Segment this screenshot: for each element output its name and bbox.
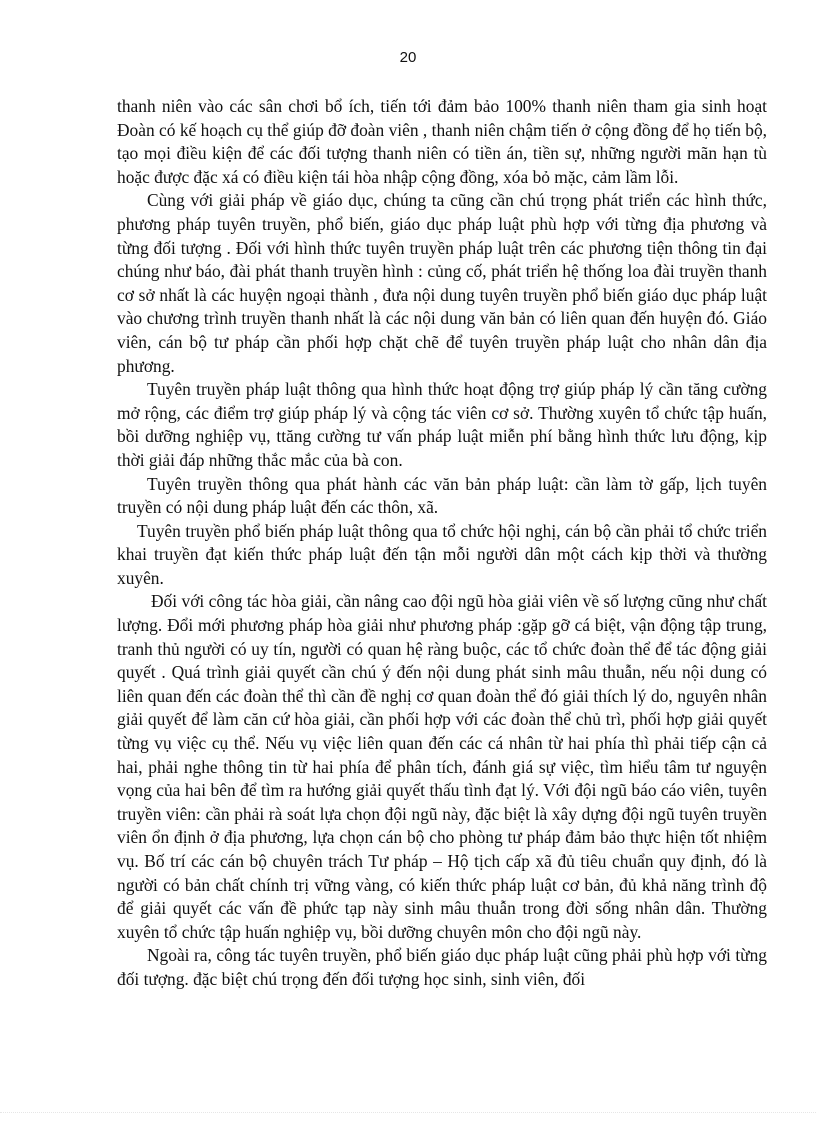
page-number: 20 [399, 49, 417, 66]
body-text [117, 95, 767, 992]
paragraph-3: Tuyên truyền pháp luật thông qua hình thức hoạt động trợ giúp pháp lý cần tăng cường mở rộng, các điểm trợ giúp pháp lý và cộng tác viên cơ sở. Thường xuyên tổ chức tập huấn, bồi dưỡng nghiệp vụ, ttăng cường tư vấn pháp luật miễn phí bằng hình thức lưu động, kịp thời giải đáp những thắc mắc của bà con. [117, 379, 767, 470]
paragraph-6: Đối với công tác hòa giải, cần nâng cao đội ngũ hòa giải viên về số lượng cũng như chất lượng. Đổi mới phương pháp hòa giải như phương pháp :gặp gỡ cá biệt, vận động tập trung, tranh thủ người có uy tín, người có quan hệ ràng buộc, các tổ chức đoàn thể để tác động giải quyết . Quá trình giải quyết cần chú ý đến nội dung phát sinh mâu thuẫn, nếu nội dung có liên quan đến các đoàn thể thì cần đề nghị cơ quan đoàn thể đó giải thích lý do, nguyên nhân giải quyết để làm căn cứ hòa giải, cần phối hợp với các đoàn thể chủ trì, phối hợp giải quyết từng vụ việc cụ thể. Nếu vụ việc liên quan đến các cá nhân từ hai phía thì phải tiếp cận cả hai, phải nghe thông tin từ hai phía để phân tích, đánh giá sự việc, tìm hiểu tâm tư nguyện vọng của hai bên để tìm ra hướng giải quyết thấu tình đạt lý. Với đội ngũ báo cáo viên, tuyên truyền viên: cần phải rà soát lựa chọn đội ngũ này, đặc biệt là xây dựng đội ngũ tuyên truyền viên ổn định ở địa phương, lựa chọn cán bộ cho phòng tư pháp đảm bảo thực hiện tốt nhiệm vụ. Bố trí các cán bộ chuyên trách Tư pháp – Hộ tịch cấp xã đủ tiêu chuẩn quy định, đó là người có bản chất chính trị vững vàng, có kiến thức pháp luật cơ bản, đủ khả năng trình độ để giải quyết các vấn đề phức tạp này sinh mâu thuẫn trong đời sống nhân dân. Thường xuyên tổ chức tập huấn nghiệp vụ, bồi dưỡng chuyên môn cho đội ngũ này. [117, 591, 767, 942]
paragraph-2: Cùng với giải pháp về giáo dục, chúng ta cũng cần chú trọng phát triển các hình thức, phương pháp tuyên truyền, phổ biến, giáo dục pháp luật phù hợp với từng địa phương và từng đối tượng . Đối với hình thức tuyên truyền pháp luật trên các phương tiện thông tin đại chúng như báo, đài phát thanh truyền hình : củng cố, phát triển hệ thống loa đài truyền thanh cơ sở nhất là các huyện ngoại thành , đưa nội dung tuyên truyền phổ biến giáo dục pháp luật vào chương trình truyền thanh nhất là các nội dung văn bản có liên quan đến huyện đó. Giáo viên, cán bộ tư pháp cần phối hợp chặt chẽ để tuyên truyền pháp luật cho nhân dân địa phương. [117, 190, 767, 376]
paragraph-4: Tuyên truyền thông qua phát hành các văn bản pháp luật: cần làm tờ gấp, lịch tuyên truyền có nội dung pháp luật đến các thôn, xã. [117, 473, 767, 518]
page-bottom-edge [0, 1112, 816, 1113]
paragraph-7: Ngoài ra, công tác tuyên truyền, phổ biến giáo dục pháp luật cũng phải phù hợp với từng đối tượng. đặc biệt chú trọng đến đối tượng học sinh, sinh viên, đối [117, 945, 767, 989]
paragraph-5: Tuyên truyền phổ biến pháp luật thông qua tổ chức hội nghị, cán bộ cần phải tổ chức triển khai truyền đạt kiến thức pháp luật đến tận mỗi người dân một cách kịp thời và thường xuyên. [117, 520, 767, 588]
paragraph-1: thanh niên vào các sân chơi bổ ích, tiến tới đảm bảo 100% thanh niên tham gia sinh hoạt Đoàn có kế hoạch cụ thể giúp đỡ đoàn viên , thanh niên chậm tiến ở cộng đồng để họ tiến bộ, tạo mọi điều kiện để các đối tượng thanh niên có tiền án, tiền sự, những người mãn hạn tù hoặc được đặc xá có điều kiện tái hòa nhập cộng đồng, xóa bỏ mặc, cảm lầm lỗi. [117, 96, 767, 187]
